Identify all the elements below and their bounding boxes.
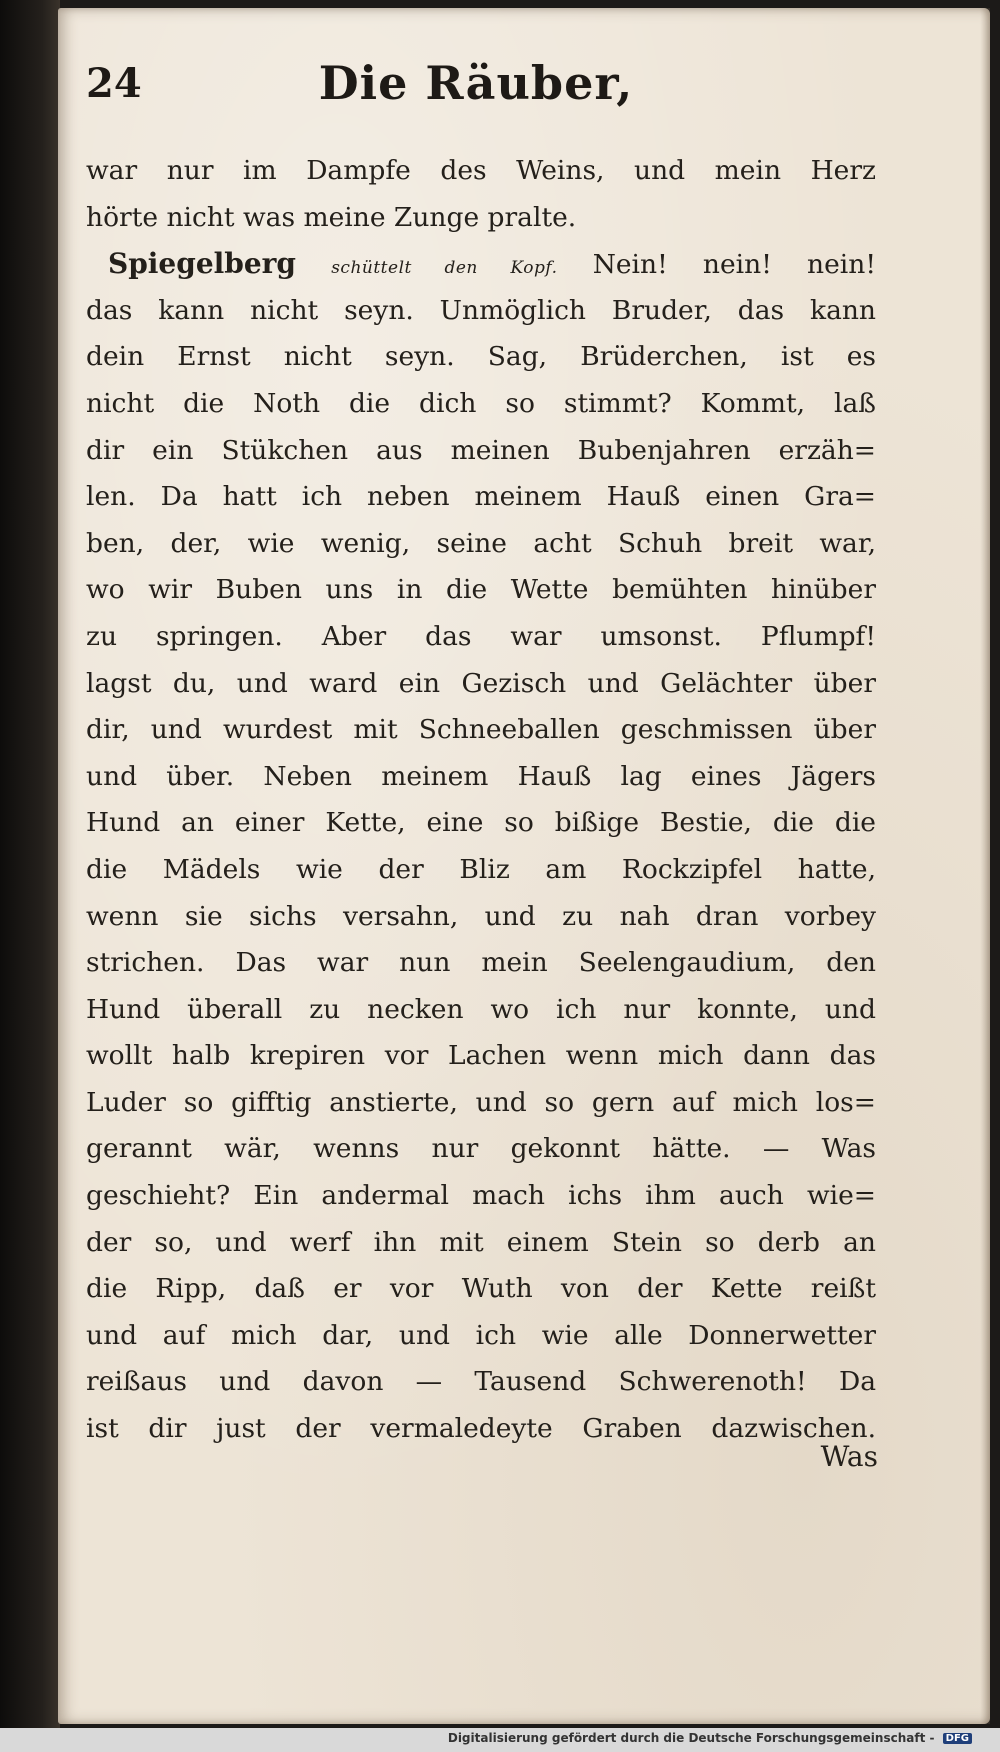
text-line: die Ripp, daß er vor Wuth von der Kette reißt bbox=[86, 1273, 876, 1305]
text-line: und über. Neben meinem Hauß lag eines Jägers bbox=[86, 760, 876, 792]
text-line: war nur im Dampfe des Weins, und mein Herz bbox=[86, 155, 876, 186]
credit-text: Digitalisierung gefördert durch die Deutsche Forschungsgemeinschaft - bbox=[447, 1731, 935, 1745]
book-binding bbox=[0, 0, 60, 1752]
text-line: hörte nicht was meine Zunge pralte. bbox=[86, 201, 577, 233]
text-line: die Mädels wie der Bliz am Rockzipfel hatte, bbox=[86, 853, 876, 885]
text-line: lagst du, und ward ein Gezisch und Gelächter über bbox=[86, 667, 876, 699]
text-line: wo wir Buben uns in die Wette bemühten hinüber bbox=[86, 574, 876, 606]
text-line: der so, und werf ihn mit einem Stein so derb an bbox=[86, 1226, 876, 1258]
text-line: wenn sie sichs versahn, und zu nah dran vorbey bbox=[86, 900, 876, 932]
text-line: dein Ernst nicht seyn. Sag, Brüderchen, ist es bbox=[86, 341, 876, 373]
dfg-logo-badge: DFG bbox=[943, 1733, 972, 1744]
text-line: Hund überall zu necken wo ich nur konnte, und bbox=[86, 993, 876, 1025]
page-number: 24 bbox=[86, 60, 142, 107]
speaker-name: Spiegelberg bbox=[108, 247, 297, 281]
text-line: das kann nicht seyn. Unmöglich Bruder, das kann bbox=[86, 294, 876, 326]
text-line: strichen. Das war nun mein Seelengaudium, den bbox=[86, 947, 876, 979]
text-line: Luder so gifftig anstierte, und so gern auf mich los= bbox=[86, 1086, 876, 1118]
speech-text: Nein! nein! nein! bbox=[592, 249, 876, 281]
text-line: reißaus und davon — Tausend Schwerenoth! Da bbox=[86, 1366, 876, 1398]
text-line: dir, und wurdest mit Schneeballen geschmissen über bbox=[86, 714, 876, 746]
speaker-line bbox=[86, 241, 876, 288]
text-line: zu springen. Aber das war umsonst. Pflumpf! bbox=[86, 620, 876, 652]
page-header bbox=[86, 52, 866, 132]
text-line: geschieht? Ein andermal mach ichs ihm auch wie= bbox=[86, 1180, 876, 1212]
body-text bbox=[86, 148, 876, 1453]
page-edge-shadow bbox=[980, 8, 990, 1724]
text-line: gerannt wär, wenns nur gekonnt hätte. — Was bbox=[86, 1133, 876, 1165]
digitization-credit bbox=[448, 1731, 972, 1745]
text-line: wollt halb krepiren vor Lachen wenn mich dann das bbox=[86, 1040, 876, 1072]
text-line: und auf mich dar, und ich wie alle Donnerwetter bbox=[86, 1319, 876, 1351]
text-line: dir ein Stükchen aus meinen Bubenjahren erzäh= bbox=[86, 434, 876, 466]
text-line: len. Da hatt ich neben meinem Hauß einen Gra= bbox=[86, 481, 876, 513]
text-line: ist dir just der vermaledeyte Graben dazwischen. bbox=[86, 1413, 876, 1445]
text-line: nicht die Noth die dich so stimmt? Kommt, laß bbox=[86, 387, 876, 419]
stage-direction: schüttelt den Kopf. bbox=[331, 258, 558, 279]
text-line: Hund an einer Kette, eine so bißige Bestie, die die bbox=[86, 807, 876, 839]
catchword: Was bbox=[820, 1440, 878, 1473]
text-line: ben, der, wie wenig, seine acht Schuh breit war, bbox=[86, 527, 876, 559]
running-title: Die Räuber, bbox=[318, 56, 634, 110]
